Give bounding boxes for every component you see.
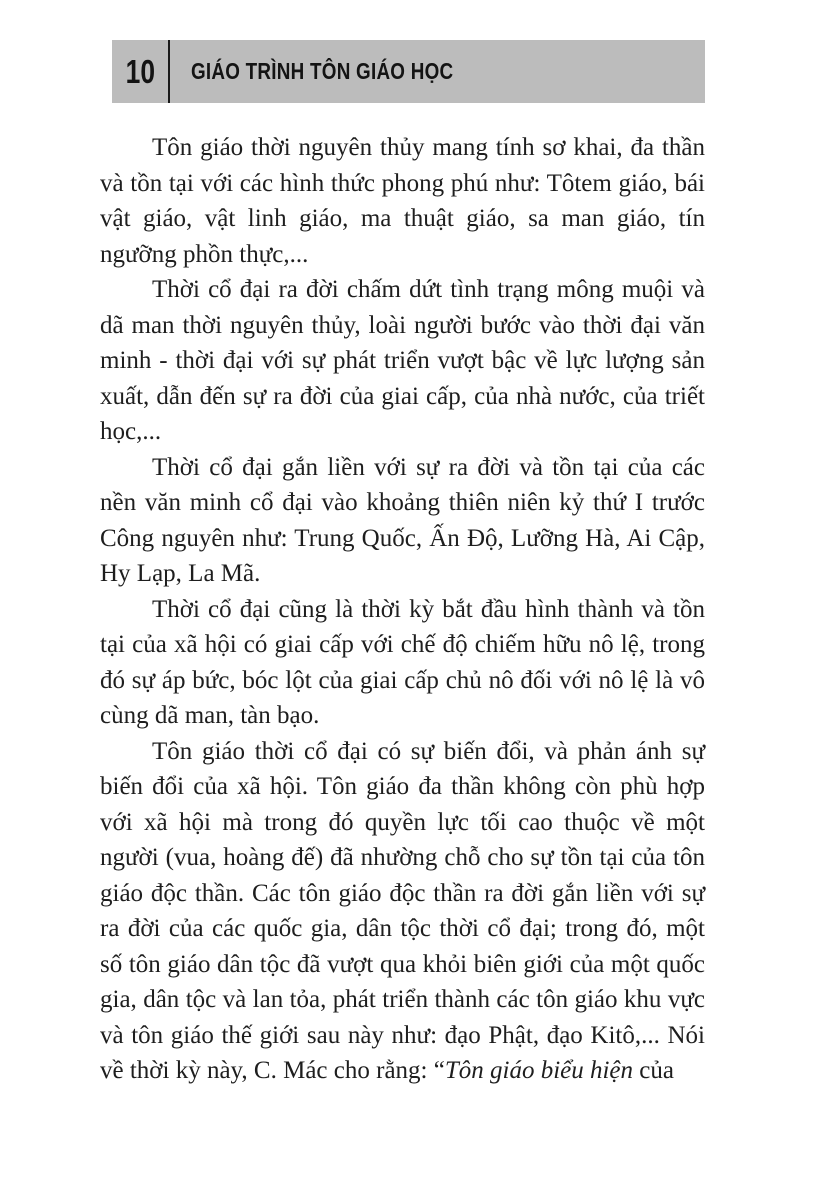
paragraph-text: của bbox=[633, 1057, 674, 1084]
header-title-cell bbox=[170, 40, 511, 103]
page-body bbox=[100, 130, 705, 1089]
page-number: 10 bbox=[125, 53, 155, 90]
paragraph-text: Thời cổ đại ra đời chấm dứt tình trạng mông muội và dã man thời nguyên thủy, loài người bước vào thời đại văn minh - thời đại với sự phát triển vượt bậc về lực lượng sản xuất, dẫn đến sự ra đời của giai cấp, của nhà nước, của triết học,... bbox=[100, 276, 705, 445]
paragraph bbox=[100, 592, 705, 734]
paragraph-text: Thời cổ đại gắn liền với sự ra đời và tồn tại của các nền văn minh cổ đại vào khoảng thiên niên kỷ thứ I trước Công nguyên như: Trung Quốc, Ấn Độ, Lưỡng Hà, Ai Cập, Hy Lạp, La Mã. bbox=[100, 453, 705, 587]
quote-italic-text: Tôn giáo biểu hiện bbox=[444, 1057, 634, 1084]
paragraph bbox=[100, 450, 705, 592]
paragraph bbox=[100, 130, 705, 272]
running-header-title: GIÁO TRÌNH TÔN GIÁO HỌC bbox=[191, 58, 454, 84]
paragraph-text: Tôn giáo thời cổ đại có sự biến đổi, và phản ánh sự biến đổi của xã hội. Tôn giáo đa thần không còn phù hợp với xã hội mà trong đó quyền lực tối cao thuộc về một người (vua, hoàng đế) đã nhường chỗ cho sự tồn tại của tôn giáo độc thần. Các tôn giáo độc thần ra đời gắn liền với sự ra đời của các quốc gia, dân tộc thời cổ đại; trong đó, một số tôn giáo dân tộc đã vượt qua khỏi biên giới của một quốc gia, dân tộc và lan tỏa, phát triển thành các tôn giáo khu vực và tôn giáo thế giới sau này như: đạo Phật, đạo Kitô,... Nói về thời kỳ này, C. Mác cho rằng: “ bbox=[100, 737, 705, 1084]
paragraph-text: Thời cổ đại cũng là thời kỳ bắt đầu hình thành và tồn tại của xã hội có giai cấp với chế độ chiếm hữu nô lệ, trong đó sự áp bức, bóc lột của giai cấp chủ nô đối với nô lệ là vô cùng dã man, tàn bạo. bbox=[100, 595, 705, 729]
paragraph bbox=[100, 734, 705, 1089]
page-header bbox=[112, 40, 705, 103]
page-number-cell bbox=[112, 40, 168, 103]
paragraph-text: Tôn giáo thời nguyên thủy mang tính sơ khai, đa thần và tồn tại với các hình thức phong phú như: Tôtem giáo, bái vật giáo, vật linh giáo, ma thuật giáo, sa man giáo, tín ngưỡng phồn thực,... bbox=[100, 134, 705, 268]
paragraph bbox=[100, 272, 705, 450]
